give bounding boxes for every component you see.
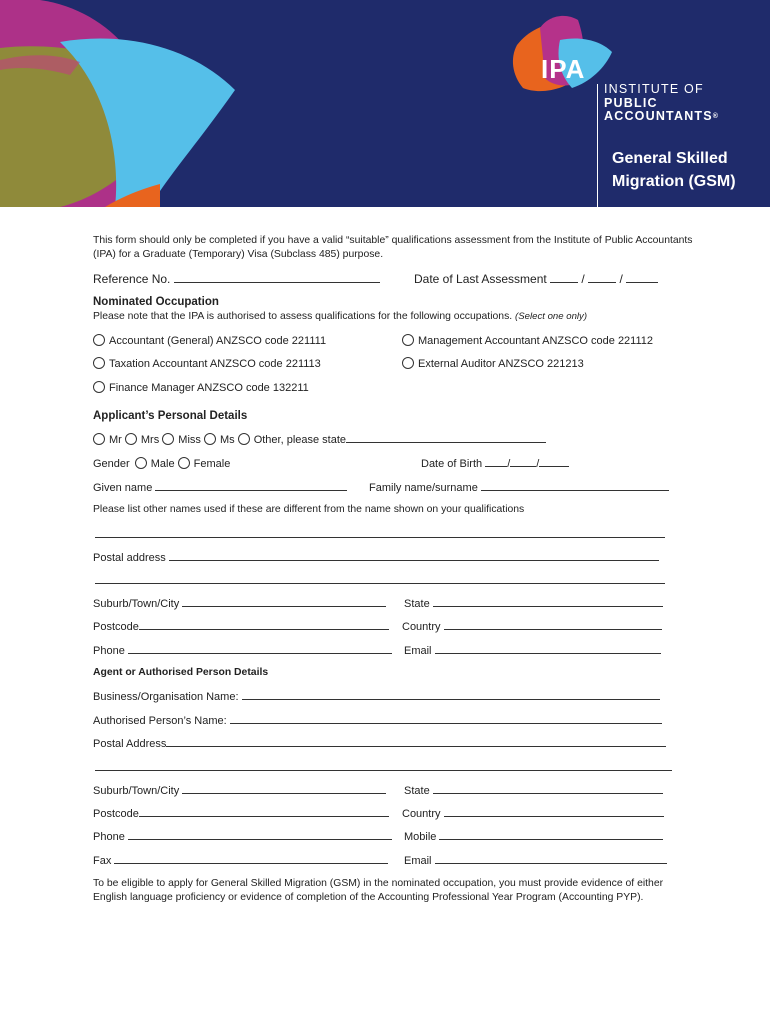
agent-suburb-field[interactable]	[93, 784, 386, 797]
brand-line-3	[604, 110, 719, 124]
agent-fax-label: Fax	[93, 855, 112, 867]
agent-phone-field[interactable]	[93, 830, 392, 843]
dob-year-blank[interactable]	[539, 457, 569, 467]
occupation-option-label: External Auditor ANZSCO 221213	[418, 358, 584, 370]
country-field[interactable]	[402, 620, 662, 633]
family-name-label: Family name/surname	[369, 482, 478, 494]
reference-blank[interactable]	[174, 273, 380, 283]
title-options	[93, 433, 546, 446]
agent-state-label: State	[404, 785, 430, 797]
agent-suburb-label: Suburb/Town/City	[93, 785, 180, 797]
agent-email-label: Email	[404, 855, 432, 867]
other-names-label: Please list other names used if these are different from the name shown on your qualifications	[93, 504, 525, 515]
phone-label: Phone	[93, 645, 125, 657]
radio-button[interactable]	[93, 381, 105, 393]
intro-text: This form should only be completed if you have a valid “suitable” qualifications assessment from the Institute of Public Accountants (IPA) for a Graduate (Temporary) Visa (Subclass 485) purpose.	[93, 235, 693, 260]
date-month-blank[interactable]	[588, 273, 616, 283]
dob-month-blank[interactable]	[510, 457, 536, 467]
agent-state-field[interactable]	[404, 784, 663, 797]
suburb-label: Suburb/Town/City	[93, 598, 180, 610]
occupation-note-text: Please note that the IPA is authorised to assess qualifications for the following occupations.	[93, 311, 513, 322]
header-divider	[597, 84, 598, 207]
occupation-option-2[interactable]	[402, 334, 653, 347]
authorised-name-blank[interactable]	[230, 714, 662, 724]
date-separator: /	[581, 272, 585, 286]
state-blank[interactable]	[433, 597, 663, 607]
radio-button[interactable]	[93, 433, 105, 445]
agent-postal-label: Postal Address	[93, 738, 167, 750]
title-ms-label: Ms	[219, 434, 235, 446]
agent-country-field[interactable]	[402, 807, 664, 820]
occupation-option-1[interactable]	[93, 334, 326, 347]
agent-fax-field[interactable]	[93, 854, 388, 867]
radio-button[interactable]	[93, 334, 105, 346]
last-assessment-date-field[interactable]	[414, 272, 658, 286]
email-blank[interactable]	[435, 644, 661, 654]
postcode-field[interactable]	[93, 620, 389, 633]
state-field[interactable]	[404, 597, 663, 610]
agent-email-field[interactable]	[404, 854, 667, 867]
eligibility-note: To be eligible to apply for General Skilled Migration (GSM) in the nominated occupation, you must provide evidence of either English language proficiency or evidence of completion of the Accounting Professional Year Program (Accounting PYP).	[93, 878, 664, 903]
title-other-label: Other, please state	[253, 434, 347, 446]
dob-label: Date of Birth	[421, 458, 483, 470]
date-separator: /	[619, 272, 623, 286]
postal-address-blank[interactable]	[169, 551, 659, 561]
agent-postal-blank[interactable]	[166, 737, 666, 747]
last-assessment-label: Date of Last Assessment	[414, 272, 547, 286]
brand-line-3-text: ACCOUNTANTS	[604, 109, 713, 123]
agent-mobile-field[interactable]	[404, 830, 663, 843]
given-name-blank[interactable]	[155, 481, 347, 491]
agent-email-blank[interactable]	[435, 854, 667, 864]
family-name-field[interactable]	[369, 481, 669, 494]
title-mr-label: Mr	[109, 434, 122, 446]
agent-fax-blank[interactable]	[114, 854, 388, 864]
postal-address-field[interactable]	[93, 551, 659, 564]
date-separator: /	[536, 458, 540, 470]
given-name-label: Given name	[93, 482, 153, 494]
agent-postal-line-2[interactable]	[95, 770, 672, 771]
radio-button[interactable]	[402, 334, 414, 346]
suburb-blank[interactable]	[182, 597, 386, 607]
postal-address-line-2[interactable]	[95, 583, 665, 584]
occupation-option-label: Accountant (General) ANZSCO code 221111	[109, 335, 327, 347]
authorised-name-field[interactable]	[93, 714, 662, 727]
occupation-option-label: Finance Manager ANZSCO code 132211	[109, 382, 309, 394]
form-title-line-2: Migration (GSM)	[612, 173, 736, 190]
given-name-field[interactable]	[93, 481, 347, 494]
radio-button[interactable]	[135, 457, 147, 469]
occupation-note	[93, 311, 587, 322]
country-blank[interactable]	[444, 620, 662, 630]
agent-mobile-label: Mobile	[404, 831, 437, 843]
agent-phone-label: Phone	[93, 831, 125, 843]
reference-number-field[interactable]	[93, 272, 380, 286]
postcode-blank[interactable]	[139, 620, 389, 630]
title-mrs-label: Mrs	[140, 434, 160, 446]
header-banner	[0, 0, 770, 207]
agent-country-blank[interactable]	[444, 807, 664, 817]
title-miss-label: Miss	[178, 434, 201, 446]
occupation-option-4[interactable]	[402, 357, 584, 370]
suburb-field[interactable]	[93, 597, 386, 610]
gender-label: Gender	[93, 458, 130, 470]
gender-male-label: Male	[150, 458, 175, 470]
occupation-option-label: Management Accountant ANZSCO code 221112	[418, 335, 654, 347]
form-title-line-1: General Skilled	[612, 150, 728, 167]
gender-female-label: Female	[193, 458, 231, 470]
phone-blank[interactable]	[128, 644, 392, 654]
agent-postcode-label: Postcode	[93, 808, 139, 820]
gender-options	[93, 457, 230, 470]
phone-field[interactable]	[93, 644, 392, 657]
radio-button[interactable]	[238, 433, 250, 445]
agent-suburb-blank[interactable]	[182, 784, 386, 794]
email-label: Email	[404, 645, 432, 657]
dob-field[interactable]	[421, 457, 569, 470]
occupation-option-5[interactable]	[93, 381, 309, 394]
agent-postcode-blank[interactable]	[139, 807, 389, 817]
dob-day-blank[interactable]	[485, 457, 507, 467]
form-title	[612, 147, 736, 193]
country-label: Country	[402, 621, 441, 633]
radio-button[interactable]	[402, 357, 414, 369]
date-year-blank[interactable]	[626, 273, 658, 283]
radio-button[interactable]	[204, 433, 216, 445]
occupation-heading: Nominated Occupation	[93, 296, 219, 308]
occupation-option-3[interactable]	[93, 357, 321, 370]
date-day-blank[interactable]	[550, 273, 578, 283]
ipa-logo-mark: IPA	[541, 54, 586, 84]
state-label: State	[404, 598, 430, 610]
radio-button[interactable]	[162, 433, 174, 445]
brand-line-2: PUBLIC	[604, 95, 658, 110]
business-name-field[interactable]	[93, 690, 660, 703]
date-separator: /	[507, 458, 511, 470]
occupation-option-label: Taxation Accountant ANZSCO code 221113	[109, 358, 321, 370]
reference-label: Reference No.	[93, 272, 171, 286]
title-other-blank[interactable]	[346, 433, 546, 443]
radio-button[interactable]	[178, 457, 190, 469]
agent-mobile-blank[interactable]	[439, 830, 663, 840]
business-name-blank[interactable]	[242, 690, 660, 700]
agent-heading: Agent or Authorised Person Details	[93, 667, 269, 678]
email-field[interactable]	[404, 644, 661, 657]
authorised-name-label: Authorised Person’s Name:	[93, 715, 227, 727]
agent-postal-field[interactable]	[93, 737, 666, 750]
family-name-blank[interactable]	[481, 481, 669, 491]
business-name-label: Business/Organisation Name:	[93, 691, 239, 703]
occupation-note-hint: (Select one only)	[515, 311, 588, 322]
radio-button[interactable]	[93, 357, 105, 369]
agent-state-blank[interactable]	[433, 784, 663, 794]
agent-country-label: Country	[402, 808, 441, 820]
applicant-heading: Applicant’s Personal Details	[93, 410, 248, 422]
registered-mark: ®	[712, 113, 720, 120]
agent-phone-blank[interactable]	[128, 830, 392, 840]
other-names-line[interactable]	[95, 537, 665, 538]
brand-name	[604, 83, 719, 124]
brand-line-1: INSTITUTE OF	[604, 82, 704, 96]
agent-postcode-field[interactable]	[93, 807, 389, 820]
radio-button[interactable]	[125, 433, 137, 445]
postal-address-label: Postal address	[93, 552, 166, 564]
postcode-label: Postcode	[93, 621, 139, 633]
